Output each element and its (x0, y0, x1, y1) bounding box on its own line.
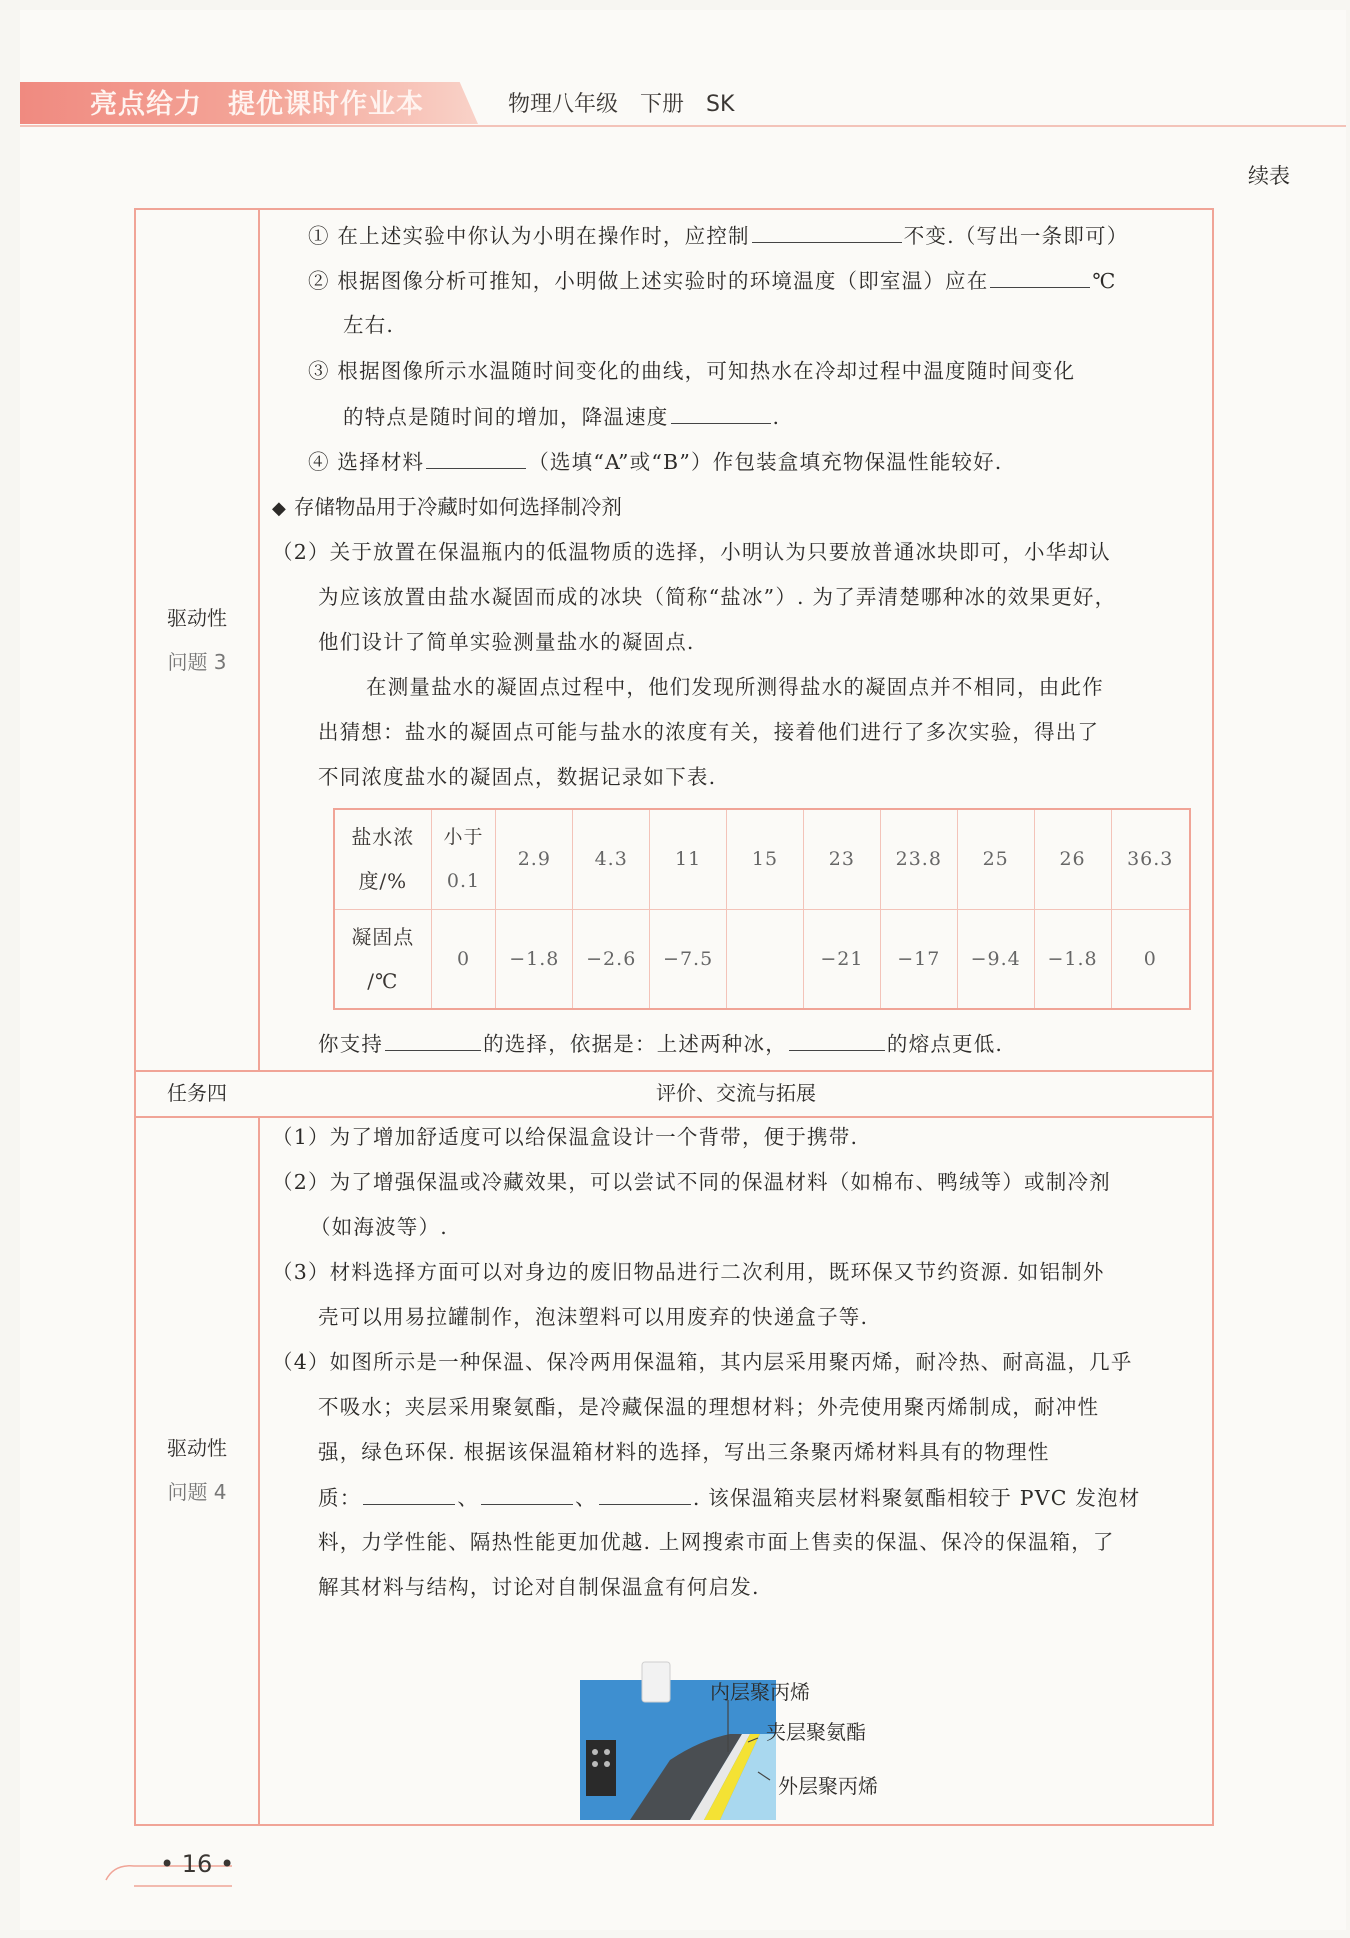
header-divider (20, 125, 1346, 127)
table-cell: 23.8 (880, 809, 957, 909)
question-line (343, 310, 394, 340)
diamond-icon: ◆ (272, 498, 286, 519)
question-line (308, 220, 1128, 251)
continued-label: 续表 (1248, 164, 1290, 188)
line-text: ② 根据图像分析可推知，小明做上述实验时的环境温度（即室温）应在 (308, 269, 989, 293)
question-line (308, 356, 1075, 386)
box-panel (586, 1740, 616, 1796)
line-text: . (772, 405, 781, 429)
label-middle-layer: 夹层聚氨酯 (766, 1720, 866, 1744)
table-cell: 36.3 (1111, 809, 1190, 909)
support-line (318, 1028, 1003, 1059)
paragraph-line: 为应该放置由盐水凝固而成的冰块（简称“盐冰”）. 为了弄清楚哪种冰的效果更好， (318, 585, 1117, 609)
paragraph-line: 不吸水；夹层采用聚氨酯，是冷藏保温的理想材料；外壳使用聚丙烯制成，耐冲性 (318, 1395, 1100, 1419)
line-text: 、 (457, 1486, 480, 1510)
table-cell: 11 (650, 809, 727, 909)
answer-blank[interactable] (599, 1482, 691, 1505)
paragraph-line: 在测量盐水的凝固点过程中，他们发现所测得盐水的凝固点并不相同，由此作 (366, 675, 1104, 699)
table-row (334, 809, 1190, 909)
answer-blank[interactable] (481, 1482, 573, 1505)
panel-dot (604, 1761, 610, 1767)
answer-blank[interactable] (385, 1028, 481, 1051)
subject-grade: 物理八年级 (508, 92, 619, 117)
paragraph-line: （4）如图所示是一种保温、保冷两用保温箱，其内层采用聚丙烯，耐冷热、耐高温，几乎 (272, 1350, 1133, 1374)
panel-dot (604, 1749, 610, 1755)
table-cell: 15 (727, 809, 804, 909)
side-label-number: 问题 4 (167, 1480, 227, 1504)
table-cell: −7.5 (650, 909, 727, 1009)
line-text: 的特点是随时间的增加，降温速度 (343, 405, 669, 429)
paragraph-line: （2）关于放置在保温瓶内的低温物质的选择，小明认为只要放普通冰块即可，小华却认 (272, 540, 1111, 564)
answer-blank[interactable] (752, 220, 902, 243)
paragraph-line: 不同浓度盐水的凝固点，数据记录如下表. (318, 765, 717, 789)
side-label-number: 问题 3 (167, 650, 227, 674)
answer-blank[interactable] (990, 265, 1090, 288)
row-divider (134, 1116, 1214, 1118)
subject-volume: 下册 (640, 92, 685, 117)
panel-dot (592, 1749, 598, 1755)
line-text: 你支持 (318, 1032, 384, 1056)
table-cell: 4.3 (573, 809, 650, 909)
heading-text: 存储物品用于冷藏时如何选择制冷剂 (293, 495, 622, 519)
line-text: 、 (575, 1486, 597, 1510)
line-text: （选填“A”或“B”）作包装盒填充物保温性能较好. (528, 450, 1003, 474)
answer-blank[interactable] (426, 446, 526, 469)
paragraph-line: （1）为了增加舒适度可以给保温盒设计一个背带，便于携带. (272, 1125, 859, 1149)
line-text: 的熔点更低. (886, 1032, 1004, 1056)
task4-label: 任务四 (167, 1081, 227, 1105)
paragraph-line (318, 1482, 1140, 1513)
header-brand (90, 84, 450, 126)
paragraph-line: 壳可以用易拉罐制作，泡沫塑料可以用废弃的快递盒子等. (318, 1305, 869, 1329)
row-header-concentration: 盐水浓 度/% (334, 809, 431, 909)
paragraph-line: 他们设计了简单实验测量盐水的凝固点. (318, 630, 695, 654)
answer-blank[interactable] (671, 401, 771, 424)
line-text: ③ 根据图像所示水温随时间变化的曲线，可知热水在冷却过程中温度随时间变化 (308, 359, 1076, 383)
panel-dot (592, 1761, 598, 1767)
table-cell: −17 (880, 909, 957, 1009)
table-cell: 0 (1111, 909, 1190, 1009)
column-divider (258, 1116, 260, 1826)
line-text: ④ 选择材料 (308, 450, 425, 474)
line-text: . 该保温箱夹层材料聚氨酯相较于 PVC 发泡材 (692, 1486, 1141, 1510)
label-inner-layer: 内层聚丙烯 (710, 1680, 810, 1704)
paragraph-line: 料，力学性能、隔热性能更加优越. 上网搜索市面上售卖的保温、保冷的保温箱，了 (318, 1530, 1115, 1554)
brand-series: 提优课时作业本 (228, 89, 424, 120)
insulated-box-figure (570, 1660, 930, 1822)
paragraph-line: 出猜想：盐水的凝固点可能与盐水的浓度有关，接着他们进行了多次实验，得出了 (318, 720, 1100, 744)
line-text: 左右. (343, 313, 395, 337)
label-outer-layer: 外层聚丙烯 (778, 1774, 878, 1798)
header-subject (508, 84, 756, 126)
table-cell: −2.6 (573, 909, 650, 1009)
salt-water-data-table (333, 808, 1191, 1010)
paragraph-line: 解其材料与结构，讨论对自制保温盒有何启发. (318, 1575, 760, 1599)
table-row (334, 909, 1190, 1009)
table-cell: 26 (1034, 809, 1111, 909)
row-header-freezing-point: 凝固点 /℃ (334, 909, 431, 1009)
table-cell: −9.4 (957, 909, 1034, 1009)
answer-blank[interactable] (789, 1028, 885, 1051)
line-text: ① 在上述实验中你认为小明在操作时，应控制 (308, 224, 750, 248)
line-text: 质： (318, 1486, 362, 1510)
question-line (308, 446, 1003, 477)
paragraph-line: （2）为了增强保温或冷藏效果，可以尝试不同的保温材料（如棉布、鸭绒等）或制冷剂 (272, 1170, 1111, 1194)
side-label-q4 (136, 1426, 258, 1514)
table-cell: 0 (431, 909, 496, 1009)
paragraph-line: （如海波等）. (310, 1215, 448, 1239)
box-handle (642, 1662, 670, 1702)
line-text: 不变.（写出一条即可） (903, 224, 1129, 248)
page-number: • 16 • (160, 1850, 235, 1878)
brand-name: 亮点给力 (90, 89, 202, 120)
task4-title: 评价、交流与拓展 (656, 1081, 816, 1105)
table-cell (727, 909, 804, 1009)
table-cell: 小于 0.1 (431, 809, 496, 909)
table-cell: −1.8 (1034, 909, 1111, 1009)
answer-blank[interactable] (363, 1482, 455, 1505)
line-text: ℃ (1092, 269, 1117, 293)
question-line (343, 401, 780, 432)
side-label-text: 驱动性 (167, 1436, 227, 1460)
table-cell: 23 (803, 809, 880, 909)
side-label-q3 (136, 596, 258, 684)
column-divider (258, 208, 260, 1070)
subject-edition: SK (706, 92, 735, 117)
line-text: 的选择，依据是：上述两种冰， (483, 1032, 787, 1056)
side-label-text: 驱动性 (167, 606, 227, 630)
table-cell: 25 (957, 809, 1034, 909)
paragraph-line: 强，绿色环保. 根据该保温箱材料的选择，写出三条聚丙烯材料具有的物理性 (318, 1440, 1050, 1464)
paragraph-line: （3）材料选择方面可以对身边的废旧物品进行二次利用，既环保又节约资源. 如铝制外 (272, 1260, 1105, 1284)
section-heading (272, 492, 622, 524)
table-cell: −1.8 (496, 909, 573, 1009)
question-line (308, 265, 1117, 296)
table-cell: 2.9 (496, 809, 573, 909)
table-cell: −21 (803, 909, 880, 1009)
